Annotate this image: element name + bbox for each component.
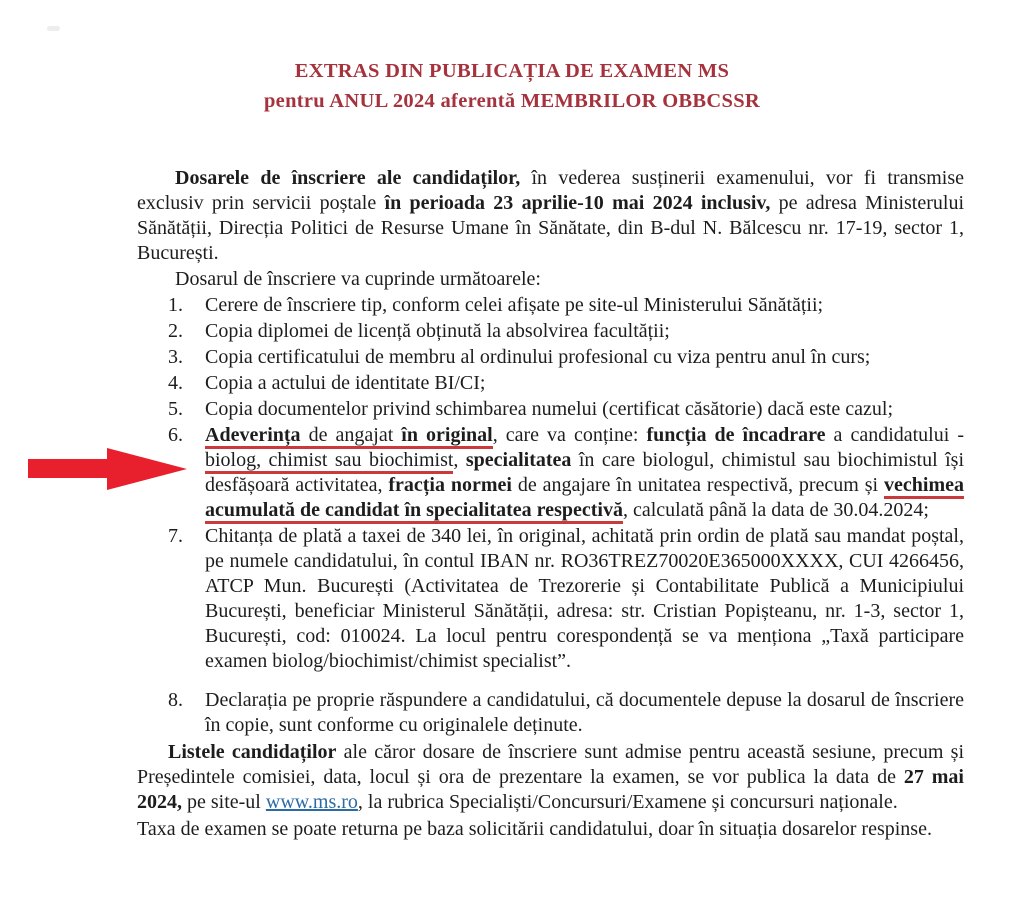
closing-bold-date: 27 mai 2024,	[137, 766, 964, 813]
item-number: 1.	[168, 294, 183, 316]
item6-bold-specialitatea: specialitatea	[465, 449, 572, 471]
item-text: Copia diplomei de licență obținută la absolvirea facultății;	[205, 320, 670, 342]
item-number: 3.	[168, 346, 183, 368]
item-text: Copia certificatului de membru al ordinului profesional cu viza pentru anul în curs;	[205, 346, 871, 368]
item-number: 8.	[168, 689, 183, 711]
item-text: Copia documentelor privind schimbarea numelui (certificat căsătorie) dacă este cazul;	[205, 398, 894, 420]
item-number: 6.	[168, 424, 183, 446]
item6-text-6: , calculată până la data de 30.04.2024;	[622, 499, 929, 521]
item6-underlined-bold-in-original: în original	[401, 424, 492, 449]
list-item-2	[137, 319, 964, 344]
intro-text-2: pe adresa Ministerului Sănătății, Direcția Politici de Resurse Umane în Sănătate, din B-dul N. Bălcescu nr. 17-19, sector 1, București.	[137, 192, 965, 264]
item-number: 2.	[168, 320, 183, 342]
item6-underlined-bold-adeverinta: Adeverința	[205, 424, 301, 449]
list-item-1	[137, 293, 964, 318]
item-text: Chitanța de plată a taxei de 340 lei, în original, achitată prin ordin de plată sau mandat poștal, pe numele candidatului, în contul IBAN nr. RO36TREZ70020E365000XXXX, CUI 4266456, ATCP Mun. București (Activitatea de Trezorerie și Contabilitate Publică a Municipiului București, beneficiar Ministerul Sănătății, adresa: str. Cristian Popișteanu, nr. 1-3, sector 1, București, cod: 010024. La locul pentru corespondență se va menționa „Taxă participare examen biolog/biochimist/chimist specialist”.	[205, 525, 964, 672]
list-item-8	[137, 688, 964, 738]
list-item-5	[137, 397, 964, 422]
list-item-7	[137, 524, 964, 674]
document-title	[0, 0, 1024, 116]
item6-underlined-bold-vechimea: vechimea acumulată de candidat în specialitatea respectivă	[205, 474, 964, 524]
item6-text-4: în care biologul, chimistul sau biochimistul își desfășoară activitatea,	[205, 449, 964, 496]
footer-note: Taxa de examen se poate returna pe baza solicitării candidatului, doar în situația dosarelor respinse.	[137, 818, 932, 840]
item6-underlined-biolog-chimist: biolog, chimist sau biochimist	[205, 449, 453, 474]
requirements-list	[137, 293, 964, 738]
title-line-2: pentru ANUL 2024 aferentă MEMBRILOR OBBCSSR	[263, 90, 760, 112]
item-number: 7.	[168, 525, 183, 547]
closing-text-1: ale căror dosare de înscriere sunt admise pentru această sesiune, precum și Președintele comisiei, data, locul și ora de prezentare la examen, se vor publica la data de	[137, 741, 964, 788]
intro-paragraph	[137, 166, 964, 266]
list-intro: Dosarul de înscriere va cuprinde următoarele:	[175, 268, 541, 290]
item-number: 5.	[168, 398, 183, 420]
list-item-6	[137, 423, 964, 523]
ms-ro-link[interactable]: www.ms.ro	[265, 791, 358, 813]
title-line-1: EXTRAS DIN PUBLICAȚIA DE EXAMEN MS	[294, 60, 730, 82]
intro-text-1: în vederea susținerii examenului, vor fi transmise exclusiv prin servicii poștale	[137, 167, 964, 214]
item6-text-2: a candidatului -	[825, 424, 964, 446]
list-item-3	[137, 345, 964, 370]
closing-bold-listele: Listele candidaților	[168, 741, 337, 763]
item6-text-3: ,	[453, 449, 466, 471]
intro-bold-dosarele: Dosarele de înscriere ale candidaților,	[175, 167, 521, 189]
intro-bold-period: în perioada 23 aprilie-10 mai 2024 inclusiv,	[384, 192, 771, 214]
closing-text-3: , la rubrica Specialiști/Concursuri/Examene și concursuri naționale.	[357, 791, 898, 813]
item-text: Declarația pe proprie răspundere a candidatului, că documentele depuse la dosarul de înscriere în copie, sunt conforme cu originalele deținute.	[205, 689, 964, 736]
item6-text-5: de angajare în unitatea respectivă, precum și	[511, 474, 885, 496]
item6-bold-fractia: fracția normei	[388, 474, 512, 496]
item-text	[205, 423, 964, 523]
list-item-4	[137, 371, 964, 396]
document-body	[137, 166, 964, 842]
item-text: Copia a actului de identitate BI/CI;	[205, 372, 486, 394]
closing-text-2: pe site-ul	[182, 791, 266, 813]
item6-underlined-de-angajat: de angajat	[301, 424, 402, 449]
scan-artifact-mark	[47, 26, 60, 31]
item6-text-1: , care va conține:	[492, 424, 647, 446]
item-number: 4.	[168, 372, 183, 394]
red-arrow-icon	[27, 446, 189, 492]
closing-paragraph	[137, 740, 964, 815]
item-text: Cerere de înscriere tip, conform celei afișate pe site-ul Ministerului Sănătății;	[205, 294, 824, 316]
item6-bold-functia: funcția de încadrare	[646, 424, 826, 446]
